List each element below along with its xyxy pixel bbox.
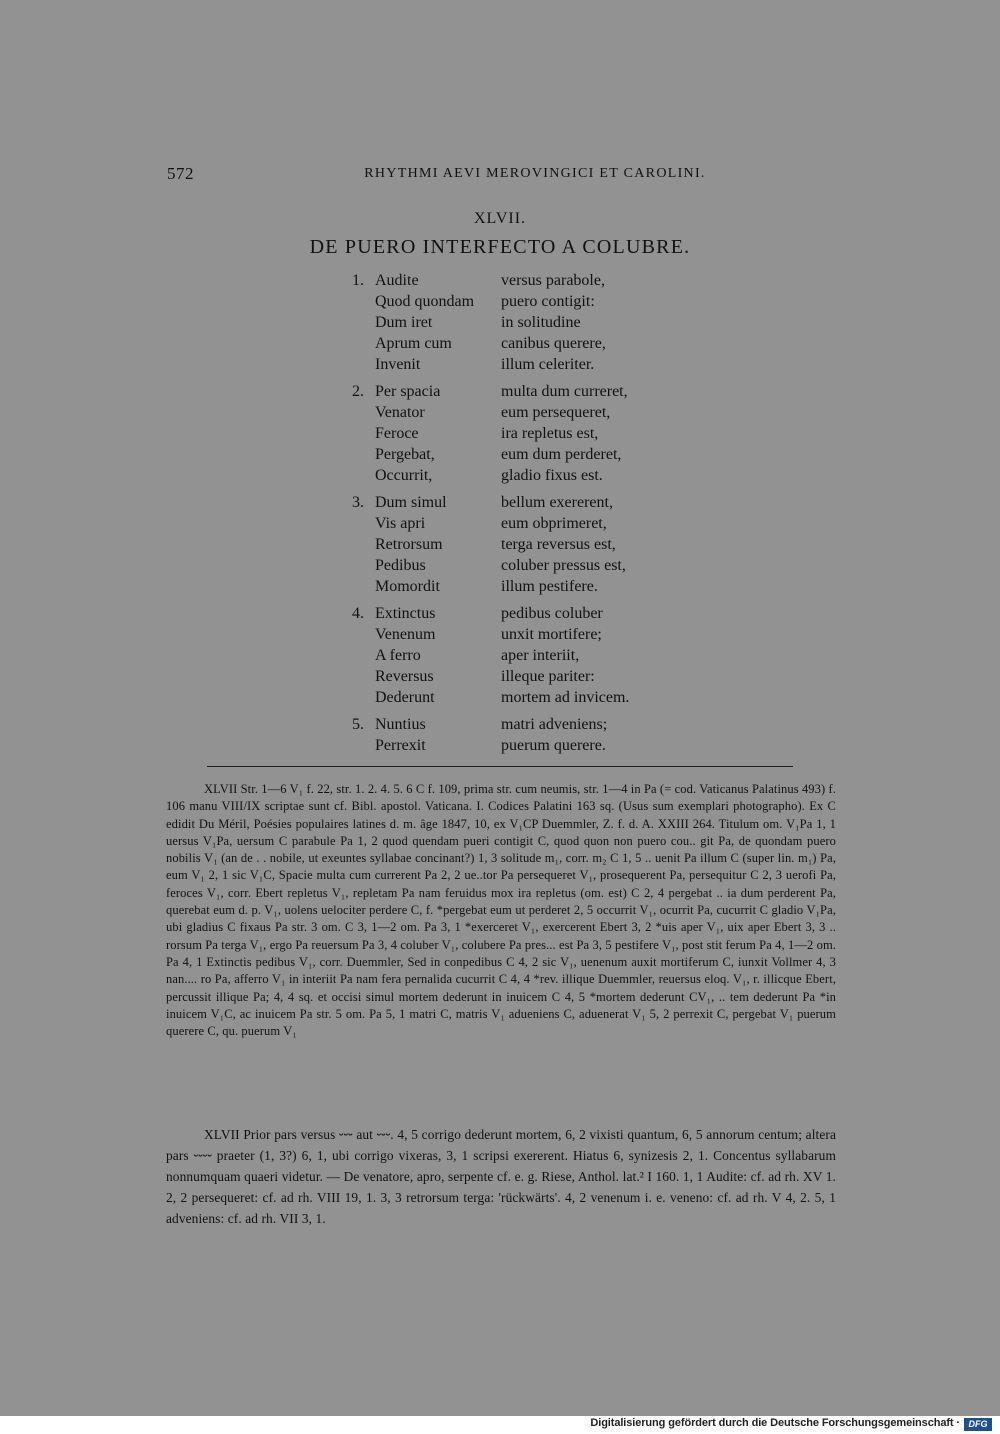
stanza-number: 3. [352, 494, 364, 511]
stanza-number: 2. [352, 383, 364, 400]
verse-second-half: pedibus coluber [501, 605, 603, 622]
page-number: 572 [167, 164, 194, 183]
verse-second-half: ira repletus est, [501, 425, 599, 442]
verse-second-half: illeque pariter: [501, 668, 595, 685]
verse-second-half: aper interiit, [501, 647, 580, 664]
verse-first-half: Pedibus [375, 557, 426, 574]
verse-second-half: in solitudine [501, 314, 581, 331]
verse-second-half: mortem ad invicem. [501, 689, 630, 706]
apparatus-text: XLVII Str. 1—6 V₁ f. 22, str. 1. 2. 4. 5. 6 C f. 109, prima str. cum neumis, str. 1—4 in Pa (= cod. Vaticanus Palatinus 493) f. 106 manu VIII/IX scriptae sunt cf. Bibl. apostol. Vaticana. I. Codices Palatini 163 sq. (Usus sum exemplari photographo). Ex C edidit Du Méril, Poésies populaires latines d. m. âge 1847, 10, ex V₁CP Duemmler, Z. f. d. A. XXIII 264. Titulum om. V₁Pa 1, 1 uersus V₁Pa, uersum C parabule Pa 1, 2 quod quendam pueri contigit C, quod quon non puero cou.. git Pa, de quondam puero nobilis V₁ (an de . . nobile, ut exeuntes syllabae concinant?) 1, 3 solitude m₁, corr. m₂ C 1, 5 .. uenit Pa illum C (super lin. m₁) Pa, eum V₁ 2, 1 sic V₁C, Spacie multa cum currerent Pa 2, 2 ue..tor Pa persequeret V₁, prosequerent Pa, persequitur C 2, 3 uerofi Pa, feroces V₁, corr. Ebert repletus V₁, repletam Pa nam feruidus mox ira repletus (om. est) C 2, 4 pergebat .. ia dum perderent Pa, querebat eum d. p. V₁, uolens uelociter perdere C, f. *pergebat eum ut perderet 2, 5 occurrit V₁, ocurrit Pa, cucurrit C gladio V₁Pa, ubi gladius C fixaus Pa str. 3 om. C 3, 1—2 om. Pa 3, 1 *exerceret V₁, exercerent Ebert 3, 2 *uis aper V₁, uix aper Ebert 3, 3 .. rorsum Pa terga V₁, ergo Pa reuersum Pa 3, 4 coluber V₁, colubere Pa pres... est Pa 3, 5 pestifere V₁, post stit ferum Pa 4, 1—2 om. Pa 4, 1 Extinctis pedibus V₁, corr. Duemmler, Sed in conpedibus C 4, 2 sic V₁, uenenum auxit mortiferum C, iunxit Vollmer 4, 3 nan.... ro Pa, afferro V₁ in interiit Pa nam fera pernalida cucurrit C 4, 4 *rev. illique Duemmler, reuersus eloq. V₁, r. illicque Ebert, percussit illique Pa; 4, 4 sq. et occisi simul mortem dederunt in inuicem C 4, 5 *mortem dederunt CV₁, .. tem dederunt Pa *in inuicem V₁C, ac inuicem Pa str. 5 om. Pa 5, 1 matri C, matris V₁ adueniens C, aduenerat V₁ 5, 2 perrexit C, pergebat V₁ puerum querere C, qu. puerum V₁ [166, 782, 836, 1039]
verse-first-half: Dum iret [375, 314, 433, 331]
verse-second-half: illum pestifere. [501, 578, 598, 595]
verse-second-half: illum celeriter. [501, 356, 595, 373]
verse-second-half: eum persequeret, [501, 404, 611, 421]
verse-second-half: eum obprimeret, [501, 515, 607, 532]
verse-first-half: Reversus [375, 668, 434, 685]
verse-first-half: Pergebat, [375, 446, 435, 463]
verse-second-half: eum dum perderet, [501, 446, 622, 463]
verse-second-half: gladio fixus est. [501, 467, 603, 484]
verse-first-half: Audite [375, 272, 419, 289]
verse-second-half: multa dum curreret, [501, 383, 628, 400]
verse-first-half: Venator [375, 404, 425, 421]
verse-second-half: unxit mortifere; [501, 626, 602, 643]
stanza-number: 1. [352, 272, 364, 289]
verse-first-half: Invenit [375, 356, 421, 373]
stanza-number: 4. [352, 605, 364, 622]
verse-first-half: Extinctus [375, 605, 436, 622]
commentary-text: XLVII Prior pars versus ⏑⏑⏑ aut ⏑⏑⏑. 4, 5 corrigo dederunt mortem, 6, 2 vixisti quantum, 6, 5 annorum centum; altera pars ⏑⏑⏑⏑ praeter (1, 3?) 6, 1, ubi corrigo vixeras, 3, 1 scripsi exererent. Hiatus 6, synizesis 2, 1. Concentus syllabarum nonnumquam quaeri videtur. — De venatore, apro, serpente cf. e. g. Riese, Anthol. lat.² I 160. 1, 1 Audite: cf. ad rh. XV 1. 2, 2 persequeret: cf. ad rh. VIII 19, 1. 3, 3 retrorsum terga: 'rückwärts'. 4, 2 venenum i. e. veneno: cf. ad rh. V 4, 2. 5, 1 adveniens: cf. ad rh. VII 3, 1. [166, 1127, 836, 1226]
verse-first-half: A ferro [375, 647, 421, 664]
verse-second-half: puero contigit: [501, 293, 595, 310]
verse-first-half: Vis apri [375, 515, 426, 532]
verse-first-half: Dederunt [375, 689, 435, 706]
funding-note: Digitalisierung gefördert durch die Deutsche Forschungsgemeinschaft · [590, 1417, 960, 1429]
critical-apparatus [166, 781, 836, 1040]
verse-first-half: Nuntius [375, 716, 426, 733]
verse-first-half: Feroce [375, 425, 419, 442]
verse-second-half: bellum exererent, [501, 494, 613, 511]
poem-number: XLVII. [473, 210, 527, 227]
verse-second-half: matri adveniens; [501, 716, 608, 733]
verse-first-half: Perrexit [375, 737, 426, 754]
verse-first-half: Occurrit, [375, 467, 433, 484]
verse-first-half: Dum simul [375, 494, 447, 511]
dfg-logo-icon: DFG [964, 1418, 992, 1431]
verse-second-half: canibus querere, [501, 335, 606, 352]
verse-first-half: Per spacia [375, 383, 441, 400]
running-head: RHYTHMI AEVI MEROVINGICI ET CAROLINI. [364, 166, 706, 181]
commentary [166, 1124, 836, 1229]
verse-first-half: Quod quondam [375, 293, 475, 310]
verse-first-half: Aprum cum [375, 335, 452, 352]
verse-second-half: puerum querere. [501, 737, 606, 754]
verse-second-half: coluber pressus est, [501, 557, 626, 574]
footer-bar [0, 1416, 1000, 1434]
poem-title: DE PUERO INTERFECTO A COLUBRE. [309, 236, 691, 258]
stanza-number: 5. [352, 716, 364, 733]
verse-second-half: terga reversus est, [501, 536, 616, 553]
verse-first-half: Venenum [375, 626, 436, 643]
verse-second-half: versus parabole, [501, 272, 605, 289]
separator-rule [207, 766, 793, 767]
verse-first-half: Momordit [375, 578, 440, 595]
verse-first-half: Retrorsum [375, 536, 443, 553]
